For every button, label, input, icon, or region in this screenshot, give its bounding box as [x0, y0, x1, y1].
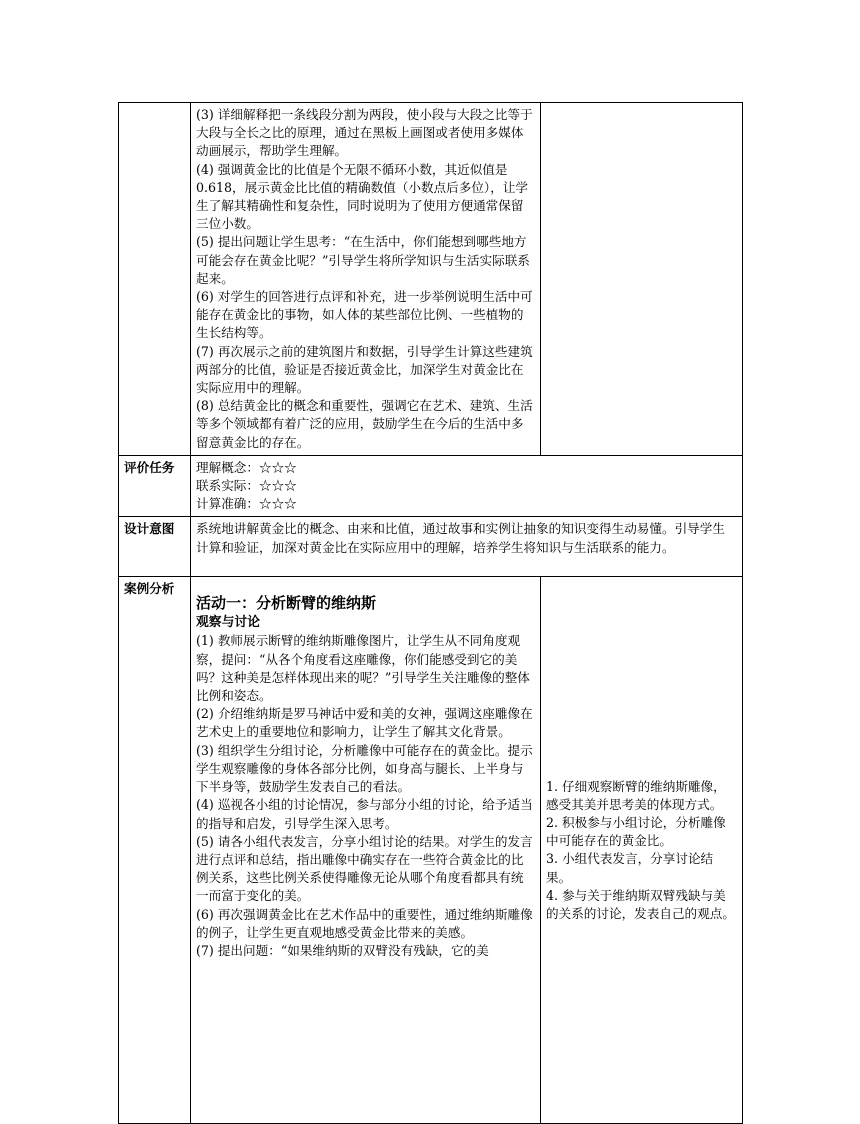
design-intent-text: 系统地讲解黄金比的概念、由来和比值，通过故事和实例让抽象的知识变得生动易懂。引导学生计算和验证，加深对黄金比在实际应用中的理解，培养学生将知识与生活联系的能力。	[191, 517, 743, 577]
evaluation-item-accuracy: 计算准确：☆☆☆	[196, 496, 297, 512]
evaluation-content	[191, 455, 743, 517]
case-step-3: (3) 组织学生分组讨论，分析雕像中可能存在的黄金比。提示学生观察雕像的身体各部分比例，如身高与腿长、上半身与下半身等，鼓励学生发表自己的看法。	[196, 742, 533, 795]
case-step-5: (5) 请各小组代表发言，分享小组讨论的结果。对学生的发言进行点评和总结，指出雕像中确实存在一些符合黄金比的比例关系，这些比例关系使得雕像无论从哪个角度看都具有统一而富于变化的美。	[196, 833, 533, 904]
evaluation-item-practice: 联系实际：☆☆☆	[196, 478, 297, 494]
step-7: (7) 再次展示之前的建筑图片和数据，引导学生计算这些建筑两部分的比值，验证是否接近黄金比，加深学生对黄金比在实际应用中的理解。	[196, 343, 533, 396]
case-step-1: (1) 教师展示断臂的维纳斯雕像图片，让学生从不同角度观察，提问：“从各个角度看这座雕像，你们能感受到它的美吗？这种美是怎样体现出来的呢？”引导学生关注雕像的整体比例和姿态。	[196, 633, 530, 704]
step-5: (5) 提出问题让学生思考：“在生活中，你们能想到哪些地方可能会存在黄金比呢？”引导学生将所学知识与生活实际联系起来。	[196, 234, 530, 286]
evaluation-item-concept: 理解概念：☆☆☆	[196, 459, 297, 475]
step-3: (3) 详细解释把一条线段分割为两段，使小段与大段之比等于大段与全长之比的原理，通过在黑板上画图或者使用多媒体动画展示，帮助学生理解。	[196, 107, 533, 159]
section-title: 观察与讨论	[196, 615, 260, 631]
case-step-4: (4) 巡视各小组的讨论情况，参与部分小组的讨论，给予适当的指导和启发，引导学生深入思考。	[196, 797, 533, 831]
case-step-6: (6) 再次强调黄金比在艺术作品中的重要性，通过维纳斯雕像的例子，让学生更直观地感受黄金比带来的美感。	[196, 906, 533, 940]
case-analysis-body	[196, 580, 535, 1120]
evaluation-row	[119, 455, 743, 517]
student-activity-cell	[541, 103, 743, 456]
student-activity-2: 2. 积极参与小组讨论，分析雕像中可能存在的黄金比。	[546, 815, 726, 849]
teaching-steps-label	[119, 103, 191, 456]
case-analysis-row	[119, 577, 743, 1124]
case-step-7: (7) 提出问题：“如果维纳斯的双臂没有残缺，它的美	[196, 942, 489, 958]
lesson-plan-table	[118, 102, 743, 1124]
student-activity-4: 4. 参与关于维纳斯双臂残缺与美的关系的讨论，发表自己的观点。	[546, 887, 735, 922]
evaluation-label: 评价任务	[119, 455, 191, 517]
teaching-steps-row	[119, 103, 743, 456]
activity-title: 活动一：分析断臂的维纳斯	[196, 594, 377, 613]
step-8: (8) 总结黄金比的概念和重要性，强调它在艺术、建筑、生活等多个领域都有着广泛的应用，鼓励学生在今后的生活中多留意黄金比的存在。	[196, 398, 533, 450]
step-4: (4) 强调黄金比的比值是个无限不循环小数，其近似值是 0.618，展示黄金比比值的精确数值（小数点后多位），让学生了解其精确性和复杂性，同时说明为了使用方便通常保留三位小数。	[196, 161, 529, 232]
step-6: (6) 对学生的回答进行点评和补充，进一步举例说明生活中可能存在黄金比的事物，如人体的某些部位比例、一些植物的生长结构等。	[196, 289, 533, 341]
case-analysis-label: 案例分析	[119, 577, 191, 1124]
case-step-2: (2) 介绍维纳斯是罗马神话中爱和美的女神，强调这座雕像在艺术史上的重要地位和影响力，让学生了解其文化背景。	[196, 706, 533, 740]
design-intent-row	[119, 517, 743, 577]
student-activity-3: 3. 小组代表发言，分享讨论结果。	[546, 851, 714, 885]
design-intent-label: 设计意图	[119, 517, 191, 577]
case-student-activities	[541, 577, 743, 1124]
case-analysis-content	[191, 577, 541, 1124]
student-activity-1: 1. 仔细观察断臂的维纳斯雕像，感受其美并思考美的体现方式。	[546, 778, 726, 812]
teaching-steps-content	[191, 103, 541, 456]
